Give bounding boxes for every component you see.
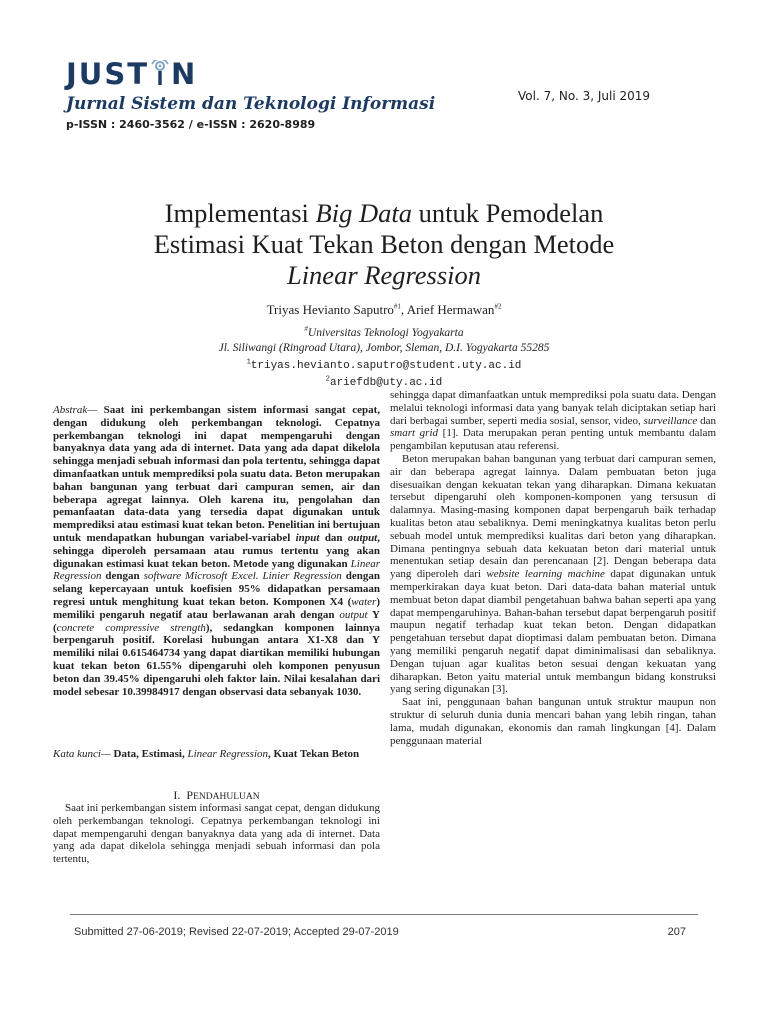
right-column: [390, 389, 716, 747]
title-line-1: Implementasi Big Data untuk Pemodelan: [164, 198, 604, 228]
page-number: 207: [667, 926, 686, 938]
paragraph-bahan: Saat ini, penggunaan bahan bangunan untuk struktur maupun non struktur di seluruh dunia dunia mencari bahan yang lebih ringan, tahan lama, mudah digunakan, ekonomis dan ramah lingkungan [4]. Dalam penggunaan material: [390, 696, 716, 747]
affiliation: [70, 326, 698, 356]
journal-name: Jurnal Sistem dan Teknologi Informasi: [66, 94, 436, 114]
intro-paragraph-left: Saat ini perkembangan sistem informasi sangat cepat, dengan didukung oleh perkembangan teknologi. Cepatnya perkembangan teknologi ini dapat mempengaruhi dengan banyaknya data yang ada di internet. Data yang ada dapat dikelola sehingga menjadi sebuah informasi dan pola tertentu,: [53, 802, 380, 866]
institution: #Universitas Teknologi Yogyakarta: [304, 325, 464, 339]
person-antenna-icon: [150, 60, 170, 86]
volume-info: Vol. 7, No. 3, Juli 2019: [518, 89, 651, 103]
author-list: Triyas Hevianto Saputro$^{\#1}$, Arief Hermawan$^{\#2}$: [266, 302, 502, 317]
title-line-2: Estimasi Kuat Tekan Beton dengan Metode: [153, 229, 615, 259]
footer-divider: [70, 914, 698, 915]
journal-logo: [66, 58, 197, 90]
paper-title: [70, 198, 698, 291]
author-2: Arief Hermawan: [406, 302, 495, 317]
email-1: $^1$triyas.hevianto.saputro@student.uty.ac.id: [246, 358, 522, 372]
submission-dates: Submitted 27-06-2019; Revised 22-07-2019; Accepted 29-07-2019: [74, 926, 399, 938]
title-line-3: Linear Regression: [286, 260, 482, 290]
logo-text-left: JUST: [66, 57, 150, 91]
email-2: $^2$ariefdb@uty.ac.id: [325, 375, 443, 389]
section-heading: I. PENDAHULUAN: [173, 788, 260, 802]
issn-line: p-ISSN : 2460-3562 / e-ISSN : 2620-8989: [66, 118, 316, 131]
keywords: Kata kunci— Data, Estimasi, Linear Regression, Kuat Tekan Beton: [53, 748, 360, 760]
abstract: Abstrak— Saat ini perkembangan sistem informasi sangat cepat, dengan didukung oleh perkembangan teknologi. Cepatnya perkembangan teknologi ini dapat mempengaruhi dengan banyaknya data yang ada di internet. Data yang ada dapat dikelola sehingga menjadi sebuah informasi dan pola tertentu, sehingga dapat dimanfaatkan untuk memprediksi pola suatu data. Beton merupakan bahan bangunan yang terbuat dari campuran semen, air dan beberapa agregat lainnya. Oleh karena itu, pengolahan dan pemanfaatan data-data yang tersedia dapat digunakan untuk memprediksi atau estimasi kuat tekan beton. Penelitian ini bertujuan untuk mendapatkan hubungan variabel-variabel input dan output, sehingga diperoleh persamaan atau rumus tertentu yang akan digunakan estimasi kuat tekan beton. Metode yang digunakan Linear Regression dengan software Microsoft Excel. Linier Regression dengan selang kepercayaan untuk koefisien 95% didapatkan persamaan regresi untuk menghitung kuat tekan beton. Komponen X4 (water) memiliki pengaruh negatif atau berlawanan arah dengan output Y (concrete compressive strength), sedangkan komponen lainnya berpengaruh positif. Korelasi hubungan antara X1-X8 dan Y memiliki nilai 0.615464734 yang dapat diartikan memiliki hubungan kuat tekan beton 61.55% dipengaruhi oleh komponen penyusun beton dan 39.45% dipengaruhi oleh faktor lain. Nilai kesalahan dari model sebesar 10.39984917 dengan observasi data sebanyak 1030.: [53, 404, 380, 698]
author-1: Triyas Hevianto Saputro: [266, 302, 394, 317]
paragraph-continued: sehingga dapat dimanfaatkan untuk memprediksi pola suatu data. Dengan melalui teknologi informasi data yang banyak telah diciptakan setiap hari dari berbagai sumber, seperti media sosial, sensor, video, surveillance dan smart grid [1]. Data merupakan peran penting untuk membantu dalam pengambilan keputusan atau referensi.: [390, 389, 716, 453]
logo-text-right: N: [171, 57, 198, 91]
address: Jl. Siliwangi (Ringroad Utara), Jombor, Sleman, D.I. Yogyakarta 55285: [218, 342, 550, 354]
paragraph-beton: Beton merupakan bahan bangunan yang terbuat dari campuran semen, air dan beberapa agregat lainnya. Dalam pembuatan beton juga disesuaikan dengan kekuatan tekan yang diharapkan. Dimana kekuatan tersebut dipengaruhi oleh komponen-komponen yang tersusun di dalamnya. Masing-masing komponen dapat berpengaruh baik terhadap kualitas beton atau sebaliknya. Demi meningkatnya kualitas beton perlu sebuah model untuk memprediksi kualitas dari beton yang diharapkan. Dimana pentingnya sebuah data kekuatan beton dari material untuk menentukan setiap desain dan perencanaan [2]. Dengan beberapa data yang diperoleh dari website learning machine dapat digunakan untuk memperkirakan daya kuat beton. Dari data-data bahan material untuk membuat beton dapat diambil pengetahuan bahwa bahan seperti apa yang dapat mempengaruhinya. Bahan-bahan tersebut dapat berpengaruh positif maupun negatif terhadap kuat tekan beton. Dengan didapatkan pengetahuan tersebut dapat dioptimasi dalam pembuatan beton. Dimana yang memiliki pengaruh negatif dapat diminimalisasi dan sebaliknya. Dengan tujuan agar kualitas beton sesuai dengan kekuatan yang diharapkan. Beton yaitu material untuk membangun bidang konstruksi yang sering digunakan [3].: [390, 452, 716, 696]
